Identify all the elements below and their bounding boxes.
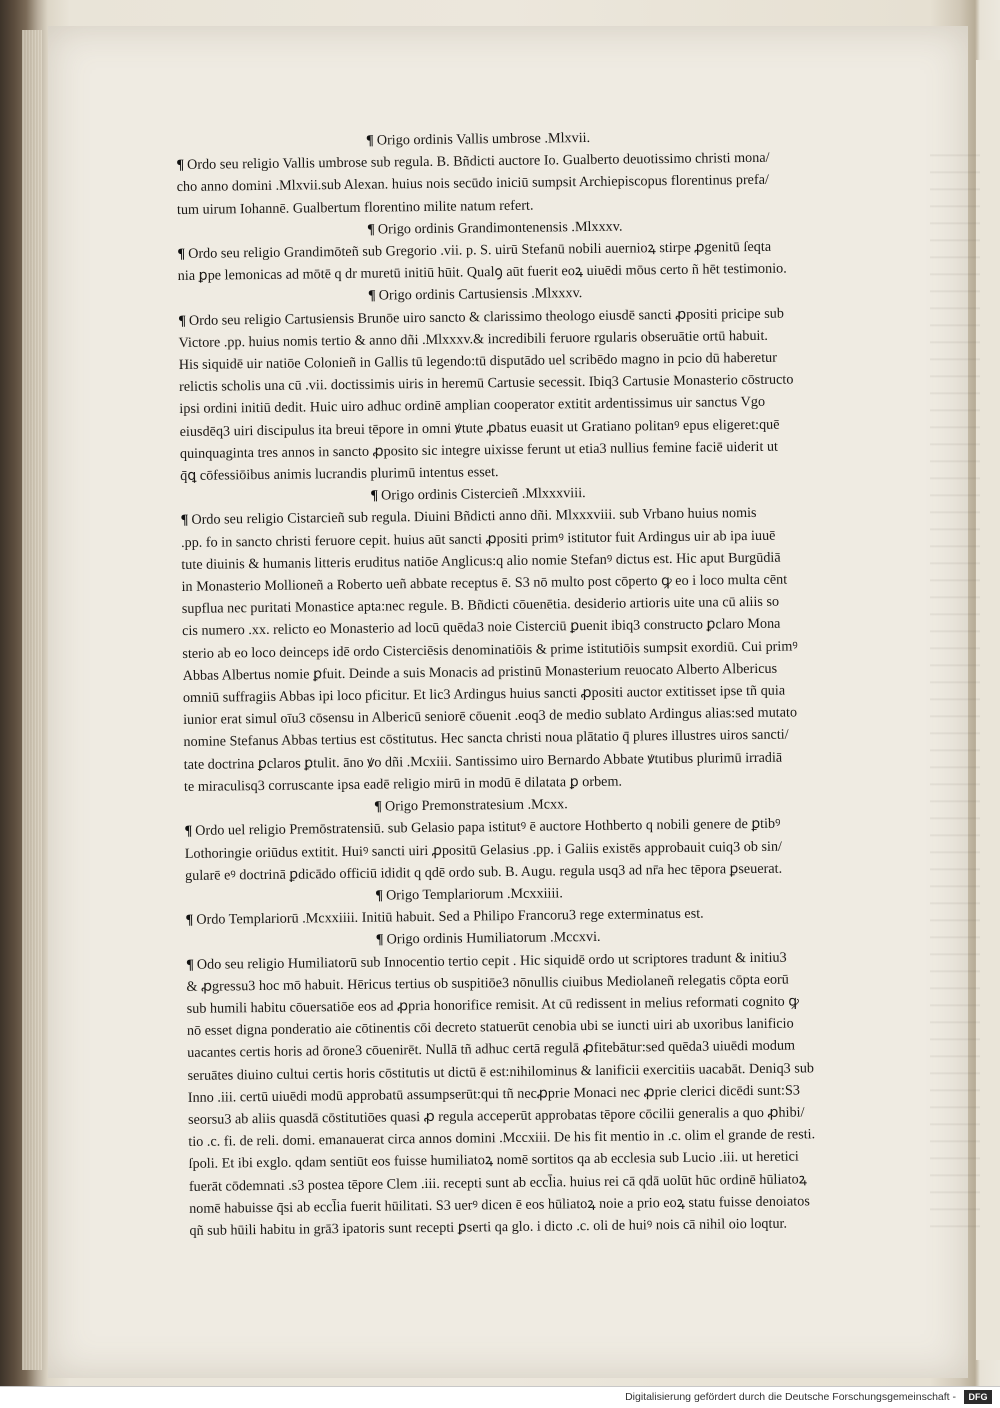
text-line-content: nomine Stefanus Abbas tertius est cōstitutus. Hec sancta christi noua plātatio q̄ plures illustres uiros sancti/	[183, 727, 789, 751]
pilcrow-icon: ¶	[185, 911, 194, 929]
pilcrow-icon: ¶	[375, 887, 384, 904]
text-line-content: Ordo uel religio Premōstratensiū. sub Gelasio papa istitutꝰ ē auctore Hothberto q nobili genere de ꝑtibꝰ	[195, 815, 781, 840]
footer-credit: Digitalisierung gefördert durch die Deutsche Forschungsgemeinschaft -	[625, 1391, 956, 1403]
section-heading-text: Origo ordinis Grandimontenensis .Mlxxxv.	[377, 218, 623, 238]
pilcrow-icon: ¶	[366, 132, 374, 149]
text-line-content: Victore .pp. huius nomis tertio & anno dñi .Mlxxxv.& incredibili feruore rgularis obseruātie ortū habuit.	[178, 327, 769, 351]
text-line-content: Lothoringie oriūdus extitit. Huiꝰ sancti uiri ꝓpositū Gelasius .pp. i Galiis existēs approbauit cuiq3 ob sin/	[184, 838, 783, 862]
section-heading-text: Origo ordinis Vallis umbrose .Mlxvii.	[376, 129, 591, 149]
section-paragraph	[184, 811, 927, 887]
pilcrow-icon: ¶	[177, 245, 186, 263]
text-line-content: Ordo seu religio Vallis umbrose sub regula. B. Bñdicti auctore Io. Gualberto deuotissimo christi mona/	[186, 149, 770, 174]
text-line-content: cis numero .xx. relicto eo Monasterio ad locū quēda3 noie Cisterciū ꝑuenit ibiq3 constructo ꝑclaro Mona	[182, 616, 781, 640]
footer-bar	[0, 1386, 1000, 1408]
text-line-content: seruātes diuino cultui certis horis cōstitutis ut dictū ē est:nihilominus & lanificii exercitiis uacabāt. Deniq3 sub	[187, 1059, 815, 1084]
pilcrow-icon: ¶	[367, 221, 375, 238]
text-line-content: gularē eꝰ doctrinā ꝑdicādo officiū ididit q qdē ordo sub. B. Augu. regula usq3 ad nr̄a hec tēpora ꝑseuerat.	[184, 860, 783, 884]
text-line-content: nō esset digna ponderatio aie cōtinentis cōi decreto statuerūt cenobia ubi se iuncti uiri ab uxoribus lanificio	[186, 1015, 794, 1040]
pilcrow-icon: ¶	[370, 487, 379, 504]
text-line-content: supflua nec puritati Monastice apta:nec regule. B. Bñdicti cōuenētia. desiderio artioris uite una cū aliis so	[181, 593, 780, 618]
text-line-content: Ordo seu religio Cistarcieñ sub regula. Diuini Bñdicti anno dñi. Mlxxxviii. sub Vrbano huius nomis	[191, 505, 757, 529]
text-line-content: Odo seu religio Humiliatorū sub Innocentio tertio cepit . Hic siquidē ordo ut scriptores tradunt & initiu3	[196, 949, 787, 973]
text-line-content: Ordo seu religio Grandimōteñ sub Gregorio .vii. p. S. uirū Stefanū nobili auernioꝝ stirpe ꝓgenitū ſeqta	[188, 238, 772, 262]
section-heading-text: Origo ordinis Cartusiensis .Mlxxxv.	[378, 285, 583, 304]
text-line-content: Ordo Templariorū .Mcxxiiii. Initiū habuit. Sed a Philipo Francoru3 rege exterminatus est.	[196, 905, 704, 928]
section-paragraph	[176, 145, 919, 221]
section-paragraph	[186, 944, 931, 1242]
text-line-content: Inno .iii. certū uiuēdi modū approbatū assumpserūt:qui tñ necꝓprie Monaci nec ꝓprie clerici dicēdi sunt:S3	[187, 1082, 801, 1106]
text-line-content: cho anno domini .Mlxvii.sub Alexan. huius nois secūdo iniciū sumpsit Archiepiscopus florentinus prefa/	[176, 172, 769, 196]
text-line-content: & ꝓgressu3 hoc mō habuit. Hēricus tertius ob suspitiōe3 nōnullis ciuibus Mediolaneñ relegatis cōpta eorū	[186, 971, 789, 995]
text-line-content: Ordo seu religio Cartusiensis Brunōe uiro sancto & clarissimo theologo eiusdē sancti ꝓpositi pricipe sub	[188, 305, 784, 329]
text-line-content: eiusdēq3 uiri discipulus ita breui tēpore in omni ꝟtute ꝓbatus euasit ut Gratiano politanꝰ epus eligeret:quē	[179, 416, 780, 440]
text-line-content: sub humili habitu cōuersatiōe eos ad ꝓpria honorifice remisit. At cū redissent in melius reformati cognito ꝙ	[186, 993, 800, 1017]
text-line-content: iunior erat simul oīu3 cōsensu in Albericū seniorē cōuenit .eoq3 de medio sublato Ardingus alias:sed mutato	[183, 704, 798, 729]
main-text-block	[176, 123, 932, 1242]
show-through-text	[930, 140, 980, 1240]
pilcrow-icon: ¶	[367, 287, 376, 305]
text-line-content: uacantes certis horis ad ōrone3 cōuenirēt. Nullā tñ adhuc certā regulā ꝓfitebātur:sed quēda3 uiuēdi modum	[187, 1037, 796, 1062]
section-heading-text: Origo Templariorum .Mcxxiiii.	[385, 885, 563, 904]
pilcrow-icon: ¶	[375, 931, 384, 948]
section-paragraph	[178, 301, 922, 488]
text-line-content: nomē habuisse q̄si ab eccl̄ia fuerit hūilitati. S3 uerꝰ dicen ē eos hūliatoꝝ noie a prio eoꝝ statu fuisse denoiatos	[189, 1193, 810, 1217]
text-line-content: tio .c. fi. de reli. domi. emanauerat circa annos domini .Mccxiii. De his fit mentio in .c. olim el grande de resti.	[188, 1126, 816, 1151]
text-line-content: relictis scholis una cū .vii. doctissimis uiris in heremū Cartusie secessit. Ibiq3 Cartusie Monasterio cōstructo	[179, 371, 794, 396]
pilcrow-icon: ¶	[180, 512, 189, 529]
text-line-content: qñ sub hūili habitu in grā3 ipatoris sunt recepti ꝑserti qa glo. i dicto .c. oli de huiꝰ nois cā nihil oio loqtur.	[189, 1215, 788, 1239]
pilcrow-icon: ¶	[178, 312, 187, 329]
section-heading-text: Origo ordinis Humiliatorum .Mccxvi.	[386, 929, 601, 948]
section-heading-text: Origo Premonstratesium .Mcxx.	[384, 796, 568, 815]
pilcrow-icon: ¶	[186, 956, 194, 973]
pilcrow-icon: ¶	[374, 798, 383, 815]
text-line-content: in Monasterio Mollioneñ a Roberto ueñ abbate receptus ē. S3 nō multo post cōperto ꝙ eo i loco multa cēnt	[181, 571, 788, 596]
text-line-content: te miraculisq3 corruscante ipsa eadē religio mirū in modū ē dilatata ꝑ orbem.	[183, 773, 623, 795]
text-line-content: fuerāt cōdemnati .s3 postea tēpore Clem .iii. recepti sunt ab eccl̄ia. huius rei cā qdā uolūt hūc ordinē hūliatoꝝ	[188, 1170, 807, 1195]
text-line-content: q̄ꝗ cōfessiōibus animis lucrandis plurimū intentus esset.	[180, 464, 499, 485]
text-line-content: ipsi ordini initiū dedit. Huic uiro adhuc ordinē amplian cooperator extitit ardentissimus uir sanctus Vgo	[179, 394, 766, 418]
text-line-content: .pp. fo in sancto christi feruore cepit. huius aūt sancti ꝓpositi primꝰ istitutor fuit Ardingus uir ab ipa iuuē	[180, 527, 776, 551]
pilcrow-icon: ¶	[176, 157, 185, 174]
text-line-content: tum uirum Iohannē. Gualbertum florentino milite natum refert.	[176, 197, 534, 218]
text-line-content: tate doctrina ꝑclaros ꝑtulit. āno ꝟo dñi .Mcxiii. Santissimo uiro Bernardo Abbate ꝟtutibus plurimū irradiā	[183, 749, 783, 773]
text-line-content: His siquidē uir natiōe Colonieñ in Gallis tū legendo:tū disputādo uel scribēdo magno in pcio dū haberetur	[178, 349, 778, 374]
section-paragraph	[181, 500, 926, 798]
text-line-content: seorsu3 ab aliis quasdā cōstitutiōes quasi ꝓ regula acceperūt approbatas tēpore cōcilii generalis a quo ꝓhibi/	[187, 1104, 805, 1128]
text-line-content: omniū suffragiis Abbas ipi loco pficitur. Et lic3 Ardingus huius sancti ꝓpositi auctor extitisset ipse tñ quia	[182, 682, 786, 707]
text-line-content: tute diuinis & humanis litteris eruditus natiōe Anglicus:q alio nomie Stefanꝰ dictus est. Hic aput Burgūdiā	[181, 549, 781, 573]
text-line-content: Abbas Albertus nomie ꝑfuit. Deinde a suis Monacis ad pristinū Monasterium reuocato Alberto Albericus	[182, 660, 778, 684]
text-line-content: ſpoli. Et ibi exglo. qdam sentiūt eos fuisse humiliatoꝝ nomē sortitos qa ab ecclesia sub Lucio .iii. ut heretici	[188, 1148, 799, 1173]
text-line-content: nia ꝑpe lemonicas ad mōtē q dr muretū initiū hūit. Qualꝯ aūt fuerit eoꝝ uiuēdi mōus certo ñ hēt testimonio.	[177, 260, 787, 285]
book-page-edges	[22, 30, 42, 1370]
pilcrow-icon: ¶	[184, 823, 193, 840]
dfg-logo: DFG	[964, 1390, 992, 1404]
text-line-content: quinquaginta tres annos in sancto ꝓposito sic integre uixisse ferunt ut etia3 nullius femine faciē uiderit ut	[179, 438, 779, 462]
section-heading-text: Origo ordinis Cistercieñ .Mlxxxviii.	[381, 485, 586, 504]
text-line-content: sterio ab eo loco deinceps idē ordo Cisterciēsis denominatiōis & prime istitutiōis sumpsit exordiū. Cui primꝰ	[182, 638, 798, 662]
